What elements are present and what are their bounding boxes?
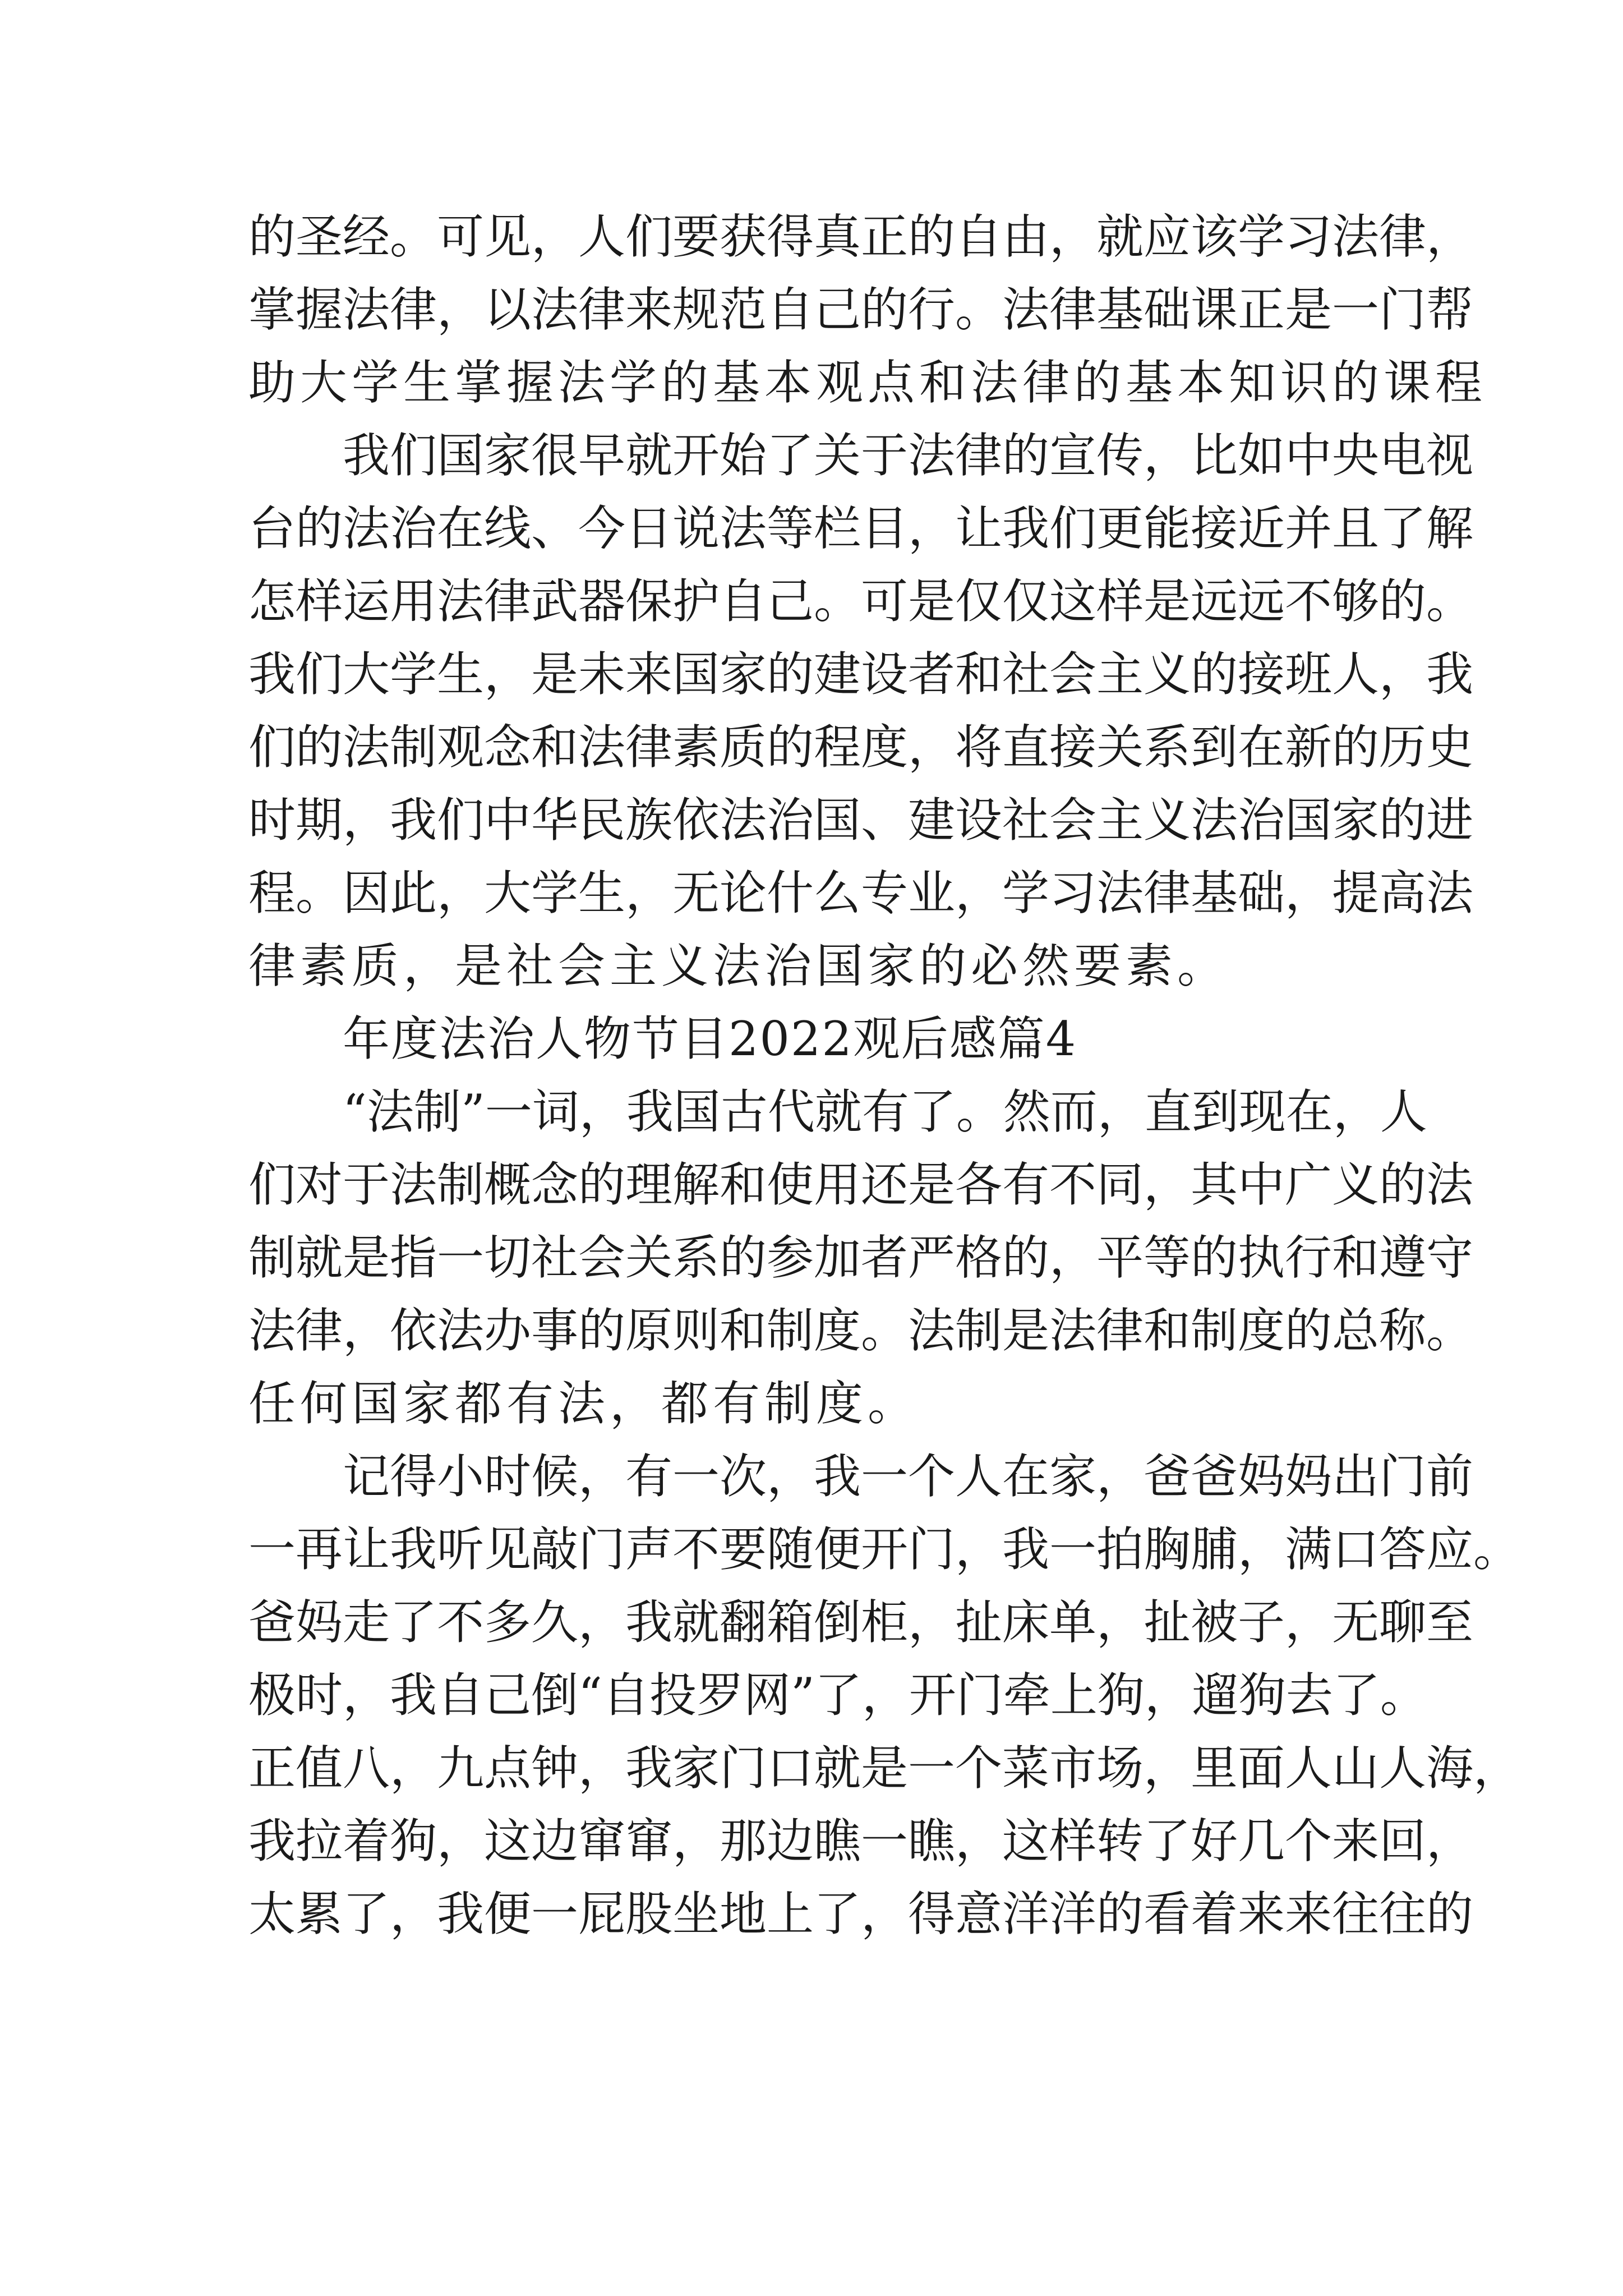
text-line: 助大学生掌握法学的基本观点和法律的基本知识的课程	[248, 355, 1487, 410]
section-heading: 年度法治人物节目2022观后感篇4	[343, 1011, 1077, 1066]
text-line: 任何国家都有法，都有制度。	[248, 1376, 920, 1431]
text-line: 制就是指一切社会关系的参加者严格的，平等的执行和遵守	[248, 1230, 1474, 1285]
paragraph-first-line: 我们国家很早就开始了关于法律的宣传，比如中央电视	[343, 428, 1474, 483]
text-line: 我拉着狗，这边窜窜，那边瞧一瞧，这样转了好几个来回，	[248, 1814, 1474, 1869]
text-line: 程。因此，大学生，无论什么专业，学习法律基础，提高法	[248, 866, 1474, 921]
text-line: 怎样运用法律武器保护自己。可是仅仅这样是远远不够的。	[248, 574, 1474, 629]
text-line: 律素质，是社会主义法治国家的必然要素。	[248, 938, 1229, 993]
text-line: 正值八，九点钟，我家门口就是一个菜市场，里面人山人海，	[248, 1741, 1521, 1796]
text-line: 们的法制观念和法律素质的程度，将直接关系到在新的历史	[248, 720, 1474, 775]
text-line: 一再让我听见敲门声不要随便开门，我一拍胸脯，满口答应。	[248, 1522, 1521, 1577]
text-line: 台的法治在线、今日说法等栏目，让我们更能接近并且了解	[248, 501, 1474, 556]
text-line: 掌握法律，以法律来规范自己的行。法律基础课正是一门帮	[248, 282, 1474, 337]
text-line: 爸妈走了不多久，我就翻箱倒柜，扯床单，扯被子，无聊至	[248, 1595, 1474, 1650]
paragraph-first-line: “法制”一词，我国古代就有了。然而，直到现在，人	[343, 1084, 1427, 1139]
text-line: 时期，我们中华民族依法治国、建设社会主义法治国家的进	[248, 793, 1474, 848]
text-line: 极时，我自己倒“自投罗网”了，开门牵上狗，遛狗去了。	[248, 1668, 1427, 1723]
text-line: 们对于法制概念的理解和使用还是各有不同，其中广义的法	[248, 1157, 1474, 1212]
text-line: 我们大学生，是未来国家的建设者和社会主义的接班人，我	[248, 647, 1474, 702]
paragraph-first-line: 记得小时候，有一次，我一个人在家，爸爸妈妈出门前	[343, 1449, 1474, 1504]
text-line: 法律，依法办事的原则和制度。法制是法律和制度的总称。	[248, 1303, 1474, 1358]
text-line: 的圣经。可见，人们要获得真正的自由，就应该学习法律，	[248, 209, 1474, 264]
text-line: 太累了，我便一屁股坐地上了，得意洋洋的看着来来往往的	[248, 1887, 1474, 1941]
